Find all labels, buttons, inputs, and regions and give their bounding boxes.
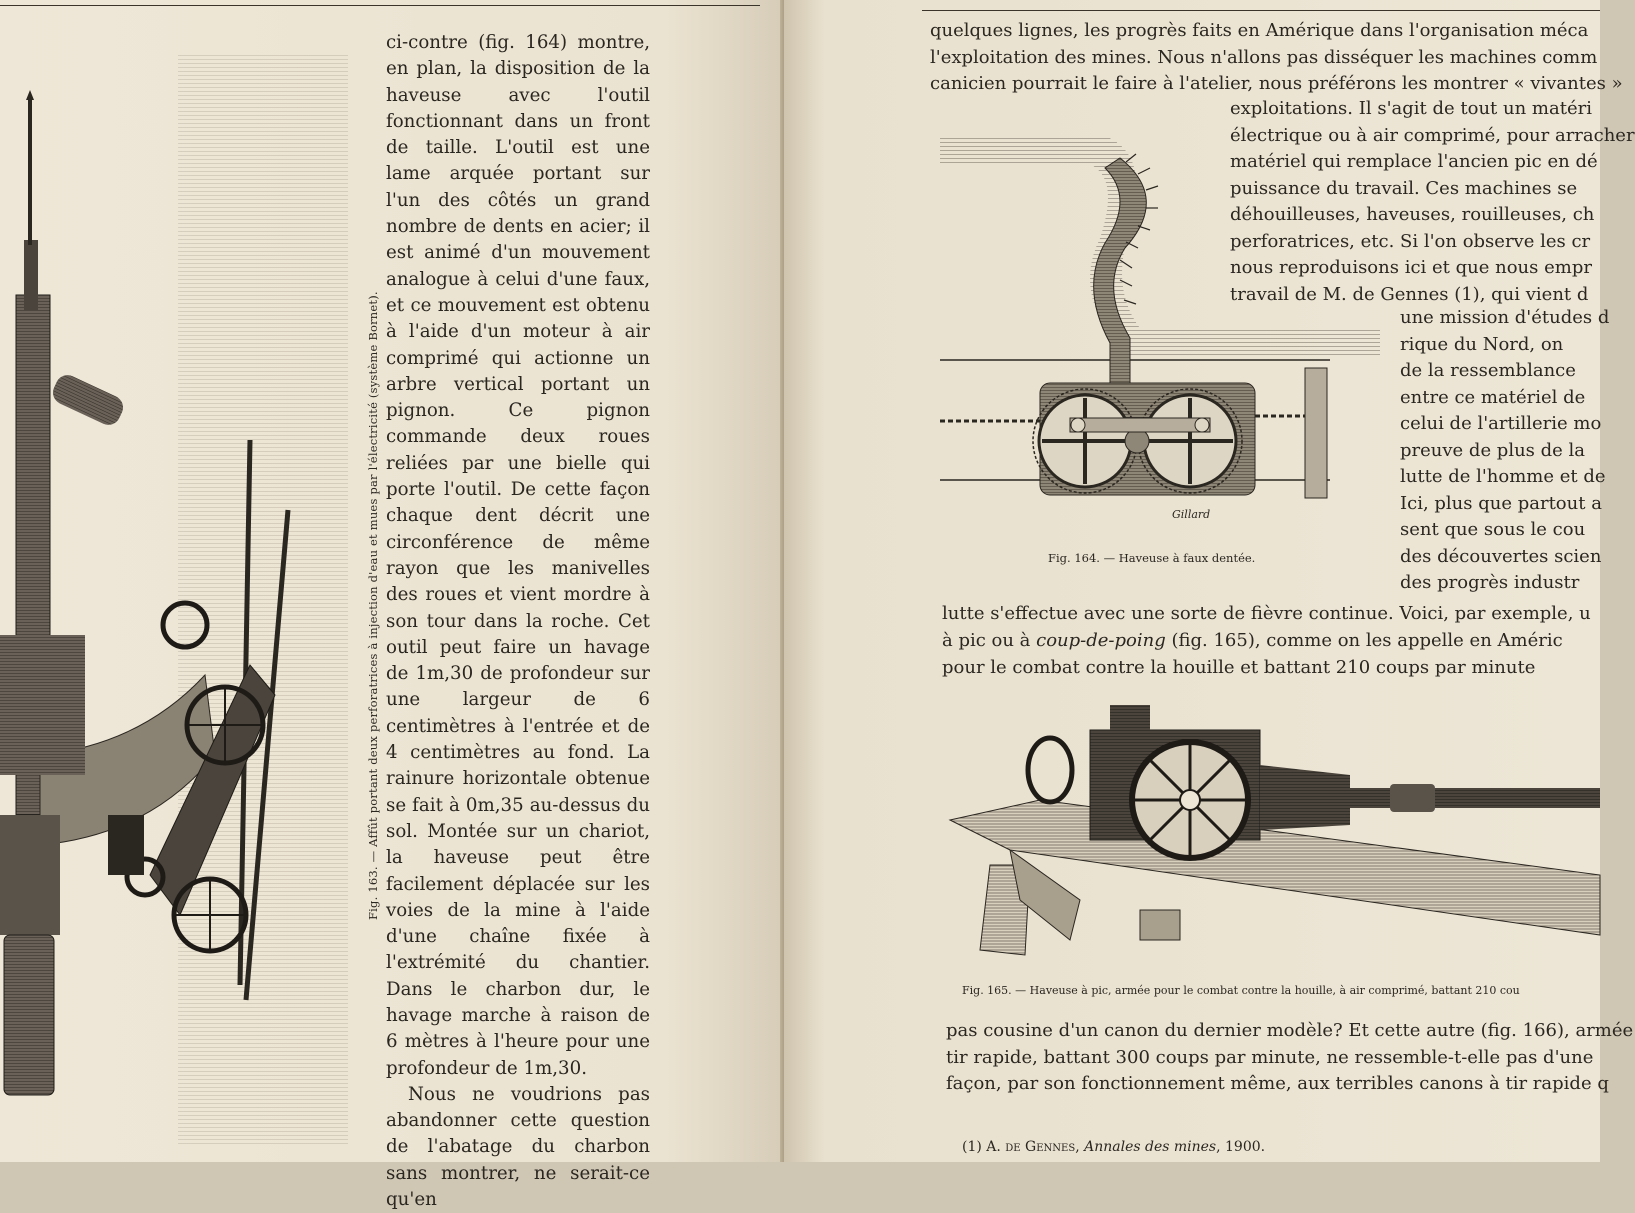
text-line: rique du Nord, on — [1400, 333, 1564, 355]
wrapped-text-lower — [1400, 305, 1610, 597]
text-line: exploitations. Il s'agit de tout un matéri — [1230, 98, 1592, 119]
left-text-column — [386, 30, 650, 1213]
text-line: électrique ou à air comprimé, pour arracher — [1230, 124, 1635, 146]
text-line: pour le combat contre la houille et battant 210 coups par minute — [942, 657, 1536, 678]
text-line: entre ce matériel de — [1400, 386, 1586, 408]
footnote-work: Annales des mines — [1084, 1139, 1217, 1155]
text-line: des découvertes scien — [1400, 545, 1602, 567]
footnote-year: , 1900. — [1216, 1139, 1266, 1155]
text-line: l'exploitation des mines. Nous n'allons pas disséquer les machines comm — [930, 46, 1598, 68]
text-line: sent que sous le cou — [1400, 519, 1586, 540]
text-line: façon, par son fonctionnement même, aux terribles canons à tir rapide q — [946, 1073, 1609, 1094]
text-line: preuve de plus de la — [1400, 439, 1586, 461]
footnote-author: A. de Gennes — [986, 1139, 1076, 1155]
engraver-signature: Gillard — [1172, 508, 1211, 521]
text-line: une mission d'études d — [1400, 307, 1610, 328]
text-line: nous reproduisons ici et que nous empr — [1230, 257, 1592, 278]
figure-164-caption: Fig. 164. — Haveuse à faux dentée. — [1048, 551, 1256, 565]
top-rule — [0, 5, 760, 6]
text-line: canicien pourrait le faire à l'atelier, nous préférons les montrer « vivantes » — [930, 73, 1623, 94]
text-run: (fig. 165), comme on les appelle en Améric — [1165, 630, 1563, 651]
text-line: perforatrices, etc. Si l'on observe les cr — [1230, 230, 1591, 252]
footnote-number: (1) — [962, 1139, 987, 1155]
footnote — [962, 1139, 1265, 1155]
text-line: des progrès industr — [1400, 572, 1580, 593]
text-line — [942, 627, 1602, 654]
text-line: matériel qui remplace l'ancien pic en dé — [1230, 151, 1598, 172]
paragraph-block — [946, 1018, 1634, 1098]
paragraph: Nous ne voudrions pas abandonner cette question de l'abatage du charbon sans montrer, ne serait-ce qu'en — [386, 1083, 650, 1211]
figure-163-caption: Fig. 163. — Affût portant deux perforatrices à injection d'eau et mues par l'électricité (système Bornet). — [366, 291, 380, 920]
text-line: quelques lignes, les progrès faits en Amérique dans l'organisation méca — [930, 20, 1589, 41]
top-rule — [922, 10, 1600, 11]
text-run: à pic ou à — [942, 630, 1037, 651]
italic-term: coup-de-poing — [1036, 630, 1166, 651]
figure-163-illustration — [0, 55, 355, 1155]
figure-165-caption: Fig. 165. — Haveuse à pic, armée pour le combat contre la houille, à air comprimé, battant 210 cou — [962, 984, 1520, 997]
intro-lines — [930, 18, 1623, 98]
footnote-separator: , — [1075, 1139, 1085, 1155]
text-line: tir rapide, battant 300 coups par minute, ne ressemble-t-elle pas d'une — [946, 1046, 1594, 1068]
text-line: lutte s'effectue avec une sorte de fièvre continue. Voici, par exemple, u — [942, 603, 1591, 624]
text-line: de la ressemblance — [1400, 360, 1576, 381]
left-page — [0, 0, 784, 1211]
figure-165-illustration — [950, 700, 1600, 972]
text-line: lutte de l'homme et de — [1400, 466, 1606, 487]
text-line: travail de M. de Gennes (1), qui vient d — [1230, 283, 1589, 305]
text-line: puissance du travail. Ces machines se — [1230, 177, 1578, 199]
text-line: celui de l'artillerie mo — [1400, 413, 1602, 434]
text-line: Ici, plus que partout a — [1400, 492, 1602, 514]
text-line: déhouilleuses, haveuses, rouilleuses, ch — [1230, 204, 1595, 225]
text-line: pas cousine d'un canon du dernier modèle? Et cette autre (fig. 166), armée — [946, 1020, 1634, 1041]
figure-164-illustration — [940, 138, 1380, 536]
paragraph: ci-contre (fig. 164) montre, en plan, la disposition de la haveuse avec l'outil fonctionnant dans un front de taille. L'outil est une lame arquée portant sur l'un des côtés un grand nombre de dents en acier; il est animé d'un mouvement analogue à celui d'une faux, et ce mouvement est obtenu à l'aide d'un moteur à air comprimé qui actionne un arbre vertical portant un pignon. Ce pignon commande deux roues reliées par une bielle qui porte l'outil. De cette façon chaque dent décrit une circonférence de même rayon que les manivelles des roues et vient mordre à son tour dans la roche. Cet outil peut faire un havage de 1m,30 de profondeur sur une largeur de 6 centimètres à l'entrée et de 4 centimètres au fond. La rainure horizontale obtenue se fait à 0m,35 au-dessus du sol. Montée sur un chariot, la haveuse peut être facilement déplacée sur les voies de la mine à l'aide d'une chaîne fixée à l'extrémité du chantier. Dans le charbon dur, le havage marche à raison de 6 mètres à l'heure pour une profondeur de 1m,30. — [386, 32, 650, 1079]
paragraph-block — [942, 600, 1602, 681]
